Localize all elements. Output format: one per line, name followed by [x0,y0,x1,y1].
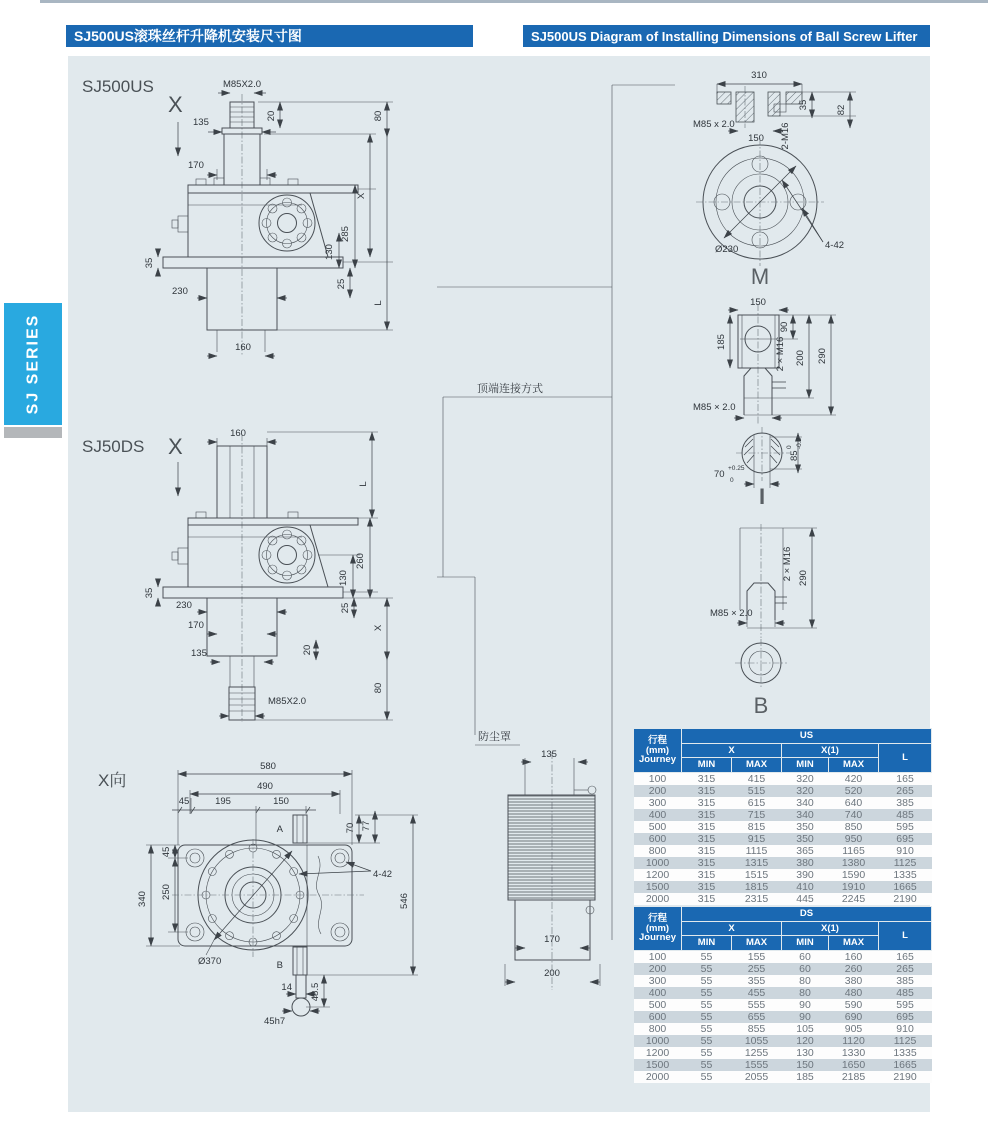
table-cell: 910 [879,1023,932,1035]
ds-dim-260: 260 [355,553,366,569]
ds-dim-20: 20 [302,644,313,656]
table-cell: 165 [879,951,932,964]
table-cell: 2055 [732,1071,782,1083]
table-cell: 800 [634,845,682,857]
ds-dim-135: 135 [191,648,207,659]
m-detail-label: M [750,264,770,289]
sidebar-tab-label: SJ SERIES [24,313,42,415]
ds-col-x1-max: MAX [829,936,879,951]
table-cell: 100 [634,951,682,964]
b-thread-spec: M85 × 2.0 [710,608,753,619]
table-cell: 60 [782,951,829,964]
table-cell: 55 [682,1071,732,1083]
table-cell: 90 [782,999,829,1011]
table-row [634,1059,932,1071]
sidebar-gray-bar [4,427,62,438]
table-cell: 55 [682,987,732,999]
table-cell: 555 [732,999,782,1011]
us-col-x-min: MIN [682,758,732,773]
m-dim-dia230: Ø230 [715,244,739,255]
drawing-sj50ds-side-view [82,428,393,722]
xview-dim-546: 546 [399,893,410,909]
ds-col-x1-min: MIN [782,936,829,951]
xview-dim-14: 14 [281,982,292,993]
table-row [634,999,932,1011]
table-row [634,1071,932,1083]
table-cell: 1515 [732,869,782,881]
table-cell: 1200 [634,869,682,881]
table-cell: 640 [829,797,879,809]
us-dim-35: 35 [144,257,155,269]
table-cell: 315 [682,881,732,893]
table-cell: 160 [829,951,879,964]
table-cell: 385 [879,975,932,987]
sidebar-tab-sj-series[interactable] [4,303,62,425]
ds-dim-80: 80 [373,682,384,694]
table-cell: 2190 [879,1071,932,1083]
table-cell: 1590 [829,869,879,881]
ds-col-x: X [682,922,782,936]
table-cell: 690 [829,1011,879,1023]
table-cell: 55 [682,1047,732,1059]
us-dim-170: 170 [188,160,204,171]
table-cell: 55 [682,963,732,975]
table-cell: 1125 [879,1035,932,1047]
table-cell: 265 [879,963,932,975]
table-cell: 1055 [732,1035,782,1047]
xview-dim-340: 340 [137,891,148,907]
table-cell: 185 [782,1071,829,1083]
table-cell: 595 [879,821,932,833]
table-cell: 200 [634,963,682,975]
table-cell: 55 [682,951,732,964]
table-cell: 915 [732,833,782,845]
table-cell: 350 [782,833,829,845]
table-cell: 855 [732,1023,782,1035]
table-cell: 100 [634,773,682,786]
dust-cover-label: 防尘罩 [478,731,511,743]
table-cell: 1120 [829,1035,879,1047]
m-thread-spec: M85 x 2.0 [693,119,735,130]
journey-header-en: Journey [639,754,676,766]
table-cell: 1000 [634,1035,682,1047]
table-cell: 400 [634,987,682,999]
table-cell: 1125 [879,857,932,869]
table-cell: 105 [782,1023,829,1035]
clevis-dim-290: 290 [817,348,828,364]
table-cell: 500 [634,821,682,833]
i-dim-70-tol-lower: 0 [730,477,734,484]
clevis-dim-200: 200 [795,350,806,366]
xview-dim-45-left: 45 [161,846,172,858]
table-cell: 1380 [829,857,879,869]
table-cell: 1335 [879,869,932,881]
table-cell: 1815 [732,881,782,893]
table-cell: 485 [879,987,932,999]
table-row [634,963,932,975]
detail-m-flange [693,70,856,289]
detail-b-threaded-end [710,524,817,718]
us-dim-80: 80 [373,110,384,122]
us-col-x1-min: MIN [782,758,829,773]
us-drawing-title: SJ500US [82,77,154,96]
table-row [634,975,932,987]
us-dim-25: 25 [336,278,347,290]
table-cell: 2190 [879,893,932,905]
table-cell: 1200 [634,1047,682,1059]
table-cell: 590 [829,999,879,1011]
table-row [634,809,932,821]
table-row [634,1023,932,1035]
table-cell: 150 [782,1059,829,1071]
table-cell: 445 [782,893,829,905]
xview-tag-a: A [276,824,283,835]
xview-dim-45a: 45 [178,796,190,807]
table-cell: 2245 [829,893,879,905]
xview-dim-dia370: Ø370 [198,956,222,967]
table-cell: 1330 [829,1047,879,1059]
table-cell: 55 [682,1059,732,1071]
ds-dim-130: 130 [338,570,349,586]
m-dim-4-42: 4-42 [825,240,845,251]
i-dim-85-tol-upper: 0 [786,445,793,449]
table-cell: 55 [682,1011,732,1023]
m-dim-310: 310 [751,70,767,81]
i-detail-label: I [758,484,766,509]
table-cell: 60 [782,963,829,975]
table-cell: 315 [682,893,732,905]
bellows-dim-170: 170 [544,934,560,945]
journey-header-unit: (mm) [645,922,670,934]
table-cell: 320 [782,773,829,786]
table-cell: 55 [682,999,732,1011]
journey-header-cn: 行程 [647,734,667,746]
page-top-rule [40,0,988,3]
xview-dim-250: 250 [161,884,172,900]
table-cell: 320 [782,785,829,797]
table-cell: 410 [782,881,829,893]
table-row [634,797,932,809]
table-cell: 420 [829,773,879,786]
table-cell: 740 [829,809,879,821]
table-cell: 300 [634,975,682,987]
us-dim-285: 285 [340,226,351,242]
detail-clevis-block [693,297,836,424]
table-cell: 520 [829,785,879,797]
table-cell: 615 [732,797,782,809]
table-cell: 1910 [829,881,879,893]
table-cell: 1650 [829,1059,879,1071]
xview-tag-b: B [276,960,283,971]
ds-dimension-table [633,906,932,1083]
m-dim-2-m16: 2-M16 [780,122,791,150]
table-cell: 2315 [732,893,782,905]
table-cell: 2000 [634,1071,682,1083]
page-title-cn: SJ500US滚珠丝杆升降机安装尺寸图 [74,28,302,44]
table-cell: 695 [879,833,932,845]
table-row [634,1047,932,1059]
xview-dim-70-top: 70 [345,822,356,834]
us-thread-spec: M85X2.0 [222,79,262,90]
page-title-en: SJ500US Diagram of Installing Dimensions of Ball Screw Lifter [531,28,918,44]
b-dim-290: 290 [798,570,809,586]
table-cell: 600 [634,1011,682,1023]
table-cell: 1000 [634,857,682,869]
table-cell: 485 [879,809,932,821]
table-cell: 315 [682,833,732,845]
ds-col-l: L [879,922,932,951]
table-row [634,881,932,893]
table-cell: 715 [732,809,782,821]
drawing-x-direction-view [98,761,418,1027]
table-cell: 90 [782,1011,829,1023]
clevis-dim-2xm16: 2 × M16 [775,336,786,372]
xview-dim-45h7: 45h7 [264,1016,286,1027]
header-bar-en [523,25,930,47]
us-col-x1: X(1) [782,744,879,758]
us-dim-x: X [356,192,367,200]
table-cell: 400 [634,809,682,821]
table-cell: 695 [879,1011,932,1023]
table-cell: 2000 [634,893,682,905]
ds-dim-25: 25 [340,602,351,614]
xview-dim-4-42: 4-42 [373,869,393,880]
table-cell: 800 [634,1023,682,1035]
table-cell: 315 [682,857,732,869]
table-cell: 80 [782,975,829,987]
ds-dim-230: 230 [176,600,192,611]
xview-title: X向 [98,771,127,790]
table-cell: 1165 [829,845,879,857]
table-cell: 1335 [879,1047,932,1059]
us-table-body [634,773,932,906]
table-cell: 1500 [634,1059,682,1071]
table-row [634,833,932,845]
table-cell: 500 [634,999,682,1011]
header-bar-cn [66,25,473,47]
table-cell: 130 [782,1047,829,1059]
table-cell: 380 [782,857,829,869]
us-col-l: L [879,744,932,773]
table-cell: 315 [682,773,732,786]
table-cell: 455 [732,987,782,999]
us-dim-160: 160 [235,342,251,353]
table-cell: 155 [732,951,782,964]
us-col-x: X [682,744,782,758]
m-dim-82: 82 [836,104,847,116]
table-cell: 385 [879,797,932,809]
table-cell: 365 [782,845,829,857]
table-cell: 80 [782,987,829,999]
ds-drawing-title: SJ50DS [82,437,145,456]
ds-journey-header [634,907,682,951]
clevis-dim-185: 185 [716,334,727,350]
table-row [634,785,932,797]
us-group-header: US [682,729,932,744]
table-cell: 315 [682,821,732,833]
bellows-dim-200: 200 [544,968,560,979]
table-cell: 340 [782,809,829,821]
us-col-x-max: MAX [732,758,782,773]
us-col-x1-max: MAX [829,758,879,773]
us-dim-230: 230 [172,286,188,297]
table-cell: 950 [829,833,879,845]
m-dim-35: 35 [798,99,809,111]
table-cell: 315 [682,809,732,821]
clevis-thread-spec: M85 × 2.0 [693,402,736,413]
ds-table-body [634,951,932,1084]
xview-dim-150: 150 [273,796,289,807]
table-cell: 260 [829,963,879,975]
table-cell: 255 [732,963,782,975]
ds-view-direction-marker: X [168,434,183,459]
table-cell: 415 [732,773,782,786]
table-cell: 1665 [879,881,932,893]
ds-col-x1: X(1) [782,922,879,936]
xview-dim-77-top: 77 [361,820,372,832]
table-cell: 595 [879,999,932,1011]
table-row [634,951,932,964]
us-dimension-table [633,728,932,905]
table-row [634,869,932,881]
xview-dim-48-5: 48.5 [310,982,321,1002]
table-cell: 340 [782,797,829,809]
table-row [634,821,932,833]
b-dim-2xm16: 2 × M16 [782,546,793,582]
table-cell: 315 [682,785,732,797]
table-row [634,893,932,905]
ds-dim-35: 35 [144,587,155,599]
table-cell: 265 [879,785,932,797]
table-row [634,857,932,869]
top-connection-label: 顶端连接方式 [477,383,543,395]
ds-col-x-max: MAX [732,936,782,951]
table-row [634,1011,932,1023]
table-cell: 515 [732,785,782,797]
ds-thread-spec: M85X2.0 [268,696,307,707]
table-row [634,773,932,786]
bellows-dim-135: 135 [541,749,557,760]
table-cell: 1665 [879,1059,932,1071]
table-cell: 480 [829,987,879,999]
table-cell: 55 [682,975,732,987]
table-cell: 55 [682,1023,732,1035]
clevis-dim-90: 90 [779,321,790,333]
xview-dim-490: 490 [257,781,273,792]
table-cell: 380 [829,975,879,987]
ds-col-x-min: MIN [682,936,732,951]
table-cell: 120 [782,1035,829,1047]
table-cell: 390 [782,869,829,881]
i-dim-85: 85 [789,450,800,461]
us-dim-l: L [373,300,384,306]
ds-dim-l: L [358,481,369,487]
us-view-direction-marker: X [168,92,183,117]
i-dim-70: 70 [714,469,725,480]
ds-dim-x: X [373,624,384,632]
us-dim-135: 135 [193,117,209,128]
table-cell: 165 [879,773,932,786]
ds-dim-170: 170 [188,620,204,631]
table-cell: 910 [879,845,932,857]
us-dim-130: 130 [324,244,335,260]
table-row [634,987,932,999]
table-cell: 200 [634,785,682,797]
table-cell: 655 [732,1011,782,1023]
journey-header-cn: 行程 [647,912,667,924]
detail-i-shaft-section [714,427,803,509]
table-cell: 815 [732,821,782,833]
content-panel [68,56,930,1112]
table-row [634,845,932,857]
us-dim-20: 20 [266,110,277,122]
xview-dim-195: 195 [215,796,231,807]
table-cell: 850 [829,821,879,833]
table-cell: 315 [682,869,732,881]
us-journey-header [634,729,682,773]
table-cell: 1500 [634,881,682,893]
table-cell: 1255 [732,1047,782,1059]
table-cell: 905 [829,1023,879,1035]
table-cell: 355 [732,975,782,987]
table-cell: 1115 [732,845,782,857]
drawing-sj500us-side-view [82,77,393,356]
m-dim-150: 150 [748,133,764,144]
drawing-dust-cover-bellows [505,749,600,990]
table-cell: 1315 [732,857,782,869]
i-dim-70-tol-upper: +0.25 [728,465,745,472]
table-cell: 350 [782,821,829,833]
b-detail-label: B [753,693,769,718]
table-cell: 55 [682,1035,732,1047]
ds-group-header: DS [682,907,932,922]
table-cell: 300 [634,797,682,809]
table-cell: 315 [682,845,732,857]
i-dim-85-tol-lower: -0.2 [796,437,803,449]
journey-header-unit: (mm) [645,744,670,756]
xview-dim-580: 580 [260,761,276,772]
clevis-dim-150: 150 [750,297,766,308]
table-cell: 315 [682,797,732,809]
journey-header-en: Journey [639,932,676,944]
table-cell: 600 [634,833,682,845]
ds-dim-160: 160 [230,428,246,439]
table-cell: 1555 [732,1059,782,1071]
table-cell: 2185 [829,1071,879,1083]
table-row [634,1035,932,1047]
